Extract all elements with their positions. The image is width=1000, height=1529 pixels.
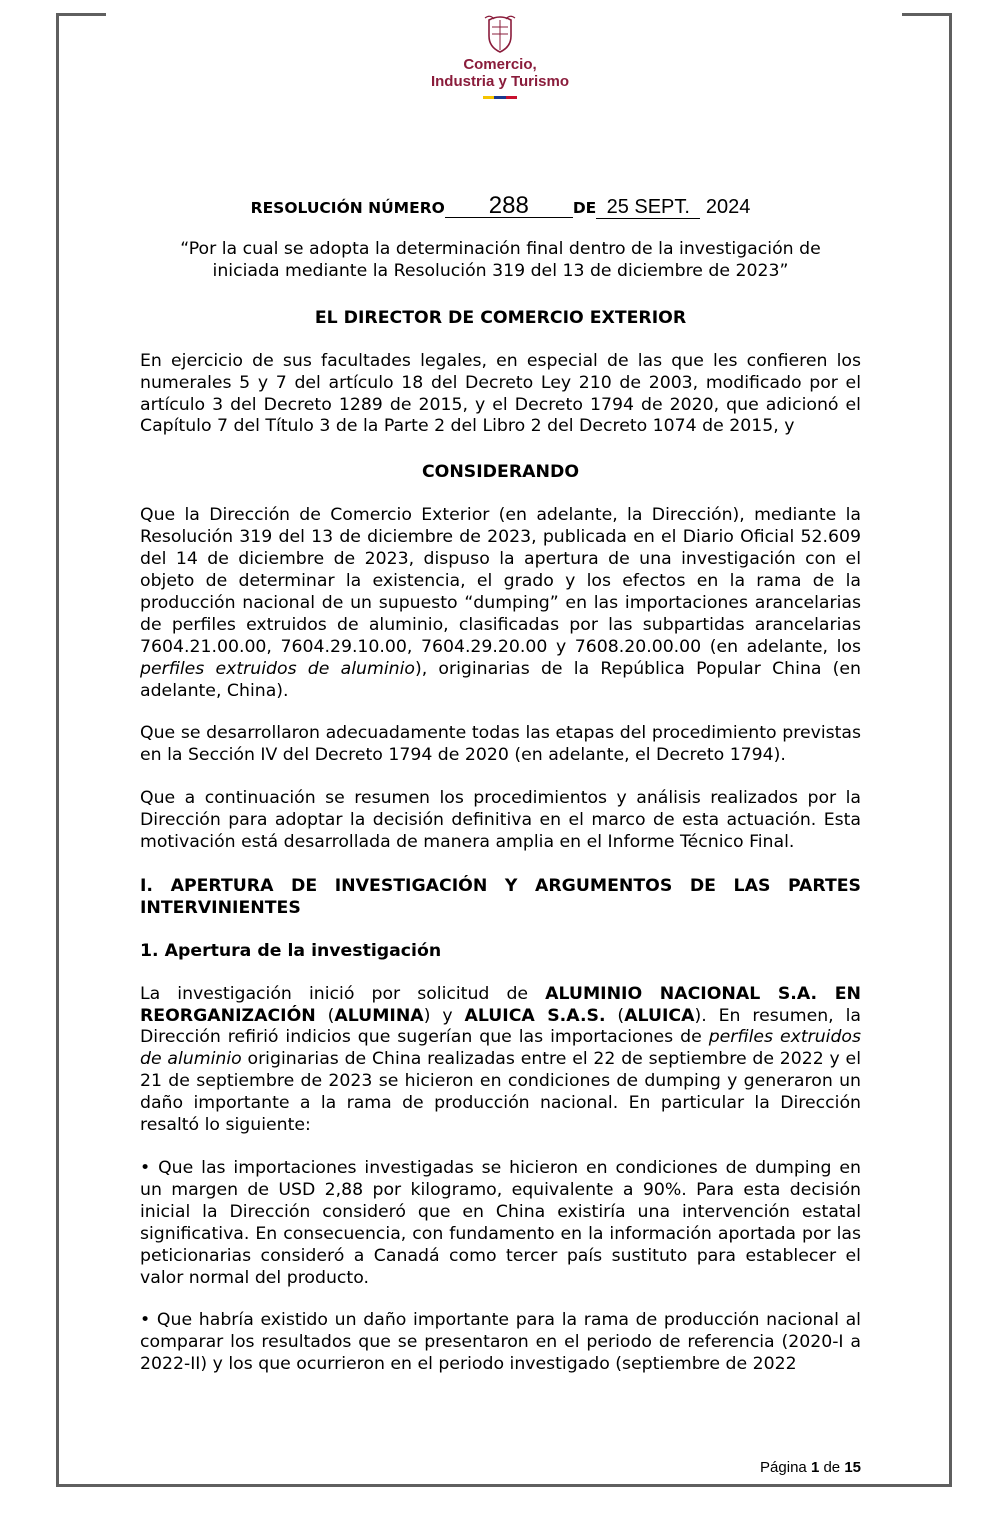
preamble-paragraph: En ejercicio de sus facultades legales, en especial de las que les confieren los numerales 5 y 7 del artículo 18 del Decreto Ley 210 de 2003, modificado por el artículo 3 del Decreto 1289 de 2015, y el Decreto 1794 de 2020, que adicionó el Capítulo 7 del Título 3 de la Parte 2 del Libro 2 del Decreto 1074 de 2015, y <box>140 350 861 437</box>
flag-red <box>506 96 517 99</box>
resolution-date: 25 SEPT. <box>596 196 700 219</box>
paragraph-resumen: Que a continuación se resumen los procedimientos y análisis realizados por la Dirección para adoptar la decisión definitiva en el marco de esta actuación. Esta motivación está desarrollada de manera amplia en el Informe Técnico Final. <box>140 788 861 853</box>
resolution-title <box>140 192 861 225</box>
coat-of-arms-icon <box>483 14 517 54</box>
ministry-logo <box>400 14 600 99</box>
director-heading: EL DIRECTOR DE COMERCIO EXTERIOR <box>314 307 687 328</box>
logo-line-1: Comercio, <box>463 56 537 73</box>
logo-line-2: Industria y Turismo <box>430 73 570 90</box>
paragraph-etapas: Que se desarrollaron adecuadamente todas las etapas del procedimiento previstas en la Sección IV del Decreto 1794 de 2020 (en adelante, el Decreto 1794). <box>140 723 861 766</box>
resolution-de: DE <box>572 199 597 217</box>
footer-page-label: Página <box>760 1459 807 1476</box>
frame-top-left-corner <box>56 13 106 16</box>
para4-text-f: ). En resumen, la Dirección refirió indicios que sugerían que las importaciones de <box>140 1005 861 1048</box>
resolution-number: 288 <box>445 195 573 218</box>
subtitle-line-1: “Por la cual se adopta la determinación final dentro de la investigación de <box>180 239 821 259</box>
para4-company-1: ALUMINIO NACIONAL S.A. EN REORGANIZACIÓN <box>140 983 861 1026</box>
resolution-title-prefix: RESOLUCIÓN NÚMERO <box>250 199 445 217</box>
para4-company-2-short: ALUICA <box>624 1005 695 1026</box>
para4-text-e: ( <box>605 1005 625 1026</box>
logo-text <box>400 56 600 90</box>
section-heading-1: I. APERTURA DE INVESTIGACIÓN Y ARGUMENTOS DE LAS PARTES INTERVINIENTES <box>140 875 861 918</box>
subtitle-line-2: iniciada mediante la Resolución 319 del 13 de diciembre de 2023” <box>212 260 789 281</box>
frame-top-right-corner <box>902 13 952 16</box>
page-footer <box>760 1459 861 1476</box>
footer-of-label: de <box>823 1459 841 1476</box>
para1-italic: perfiles extruidos de aluminio <box>140 658 415 679</box>
frame-bottom-border <box>56 1484 952 1487</box>
flag-blue <box>494 96 505 99</box>
considerando-heading: CONSIDERANDO <box>421 462 580 483</box>
para1-text-b: ), originarias de la República Popular China (en adelante, China). <box>140 658 862 701</box>
paragraph-solicitud <box>140 984 861 1137</box>
frame-right-border <box>949 13 952 1487</box>
resolution-subtitle <box>140 239 861 283</box>
para4-text-c: ( <box>315 1005 335 1026</box>
paragraph-apertura <box>140 505 861 702</box>
para4-company-1-short: ALUMINA <box>334 1005 424 1026</box>
frame-left-border <box>56 13 59 1487</box>
para4-company-2: ALUICA S.A.S. <box>464 1005 606 1026</box>
footer-total-pages: 15 <box>844 1459 861 1476</box>
para4-text-a: La investigación inició por solicitud de <box>140 983 546 1004</box>
colombia-flag-stripe <box>483 96 517 99</box>
subsection-heading-1: 1. Apertura de la investigación <box>140 940 442 961</box>
resolution-year: 2024 <box>705 196 751 218</box>
bullet-dumping: • Que las importaciones investigadas se hicieron en condiciones de dumping en un margen de USD 2,88 por kilogramo, equivalente a 90%. Para esta decisión inicial la Dirección consideró que en China existiría una intervención estatal significativa. En consecuencia, con fundamento en la información aportada por las peticionarias consideró a Canadá como tercer país sustituto para establecer el valor normal del producto. <box>140 1158 861 1288</box>
para4-text-g: originarias de China realizadas entre el 22 de septiembre de 2022 y el 21 de septiembre de 2023 se hicieron en condiciones de dumping y generaron un daño importante a la rama de producción nacional. En particular la Dirección resaltó lo siguiente: <box>140 1049 861 1136</box>
bullet-dano: • Que habría existido un daño importante para la rama de producción nacional al comparar los resultados que se presentaron en el periodo de referencia (2020-I a 2022-II) y los que ocurrieron en el periodo investigado (septiembre de 2022 <box>140 1310 861 1375</box>
footer-page-number: 1 <box>810 1459 820 1476</box>
para4-text-d: ) y <box>423 1005 465 1026</box>
para1-text-a: Que la Dirección de Comercio Exterior (en adelante, la Dirección), mediante la Resolución 319 del 13 de diciembre de 2023, publicada en el Diario Oficial 52.609 del 14 de diciembre de 2023, dispuso la apertura de una investigación con el objeto de determinar la existencia, el grado y los efectos en la rama de la producción nacional de un supuesto “dumping” en las importaciones arancelarias de perfiles extruidos de aluminio, clasificadas por las subpartidas arancelarias 7604.21.00.00, 7604.29.10.00, 7604.29.20.00 y 7608.20.00.00 (en adelante, los <box>140 505 861 657</box>
flag-yellow <box>483 96 494 99</box>
para4-italic: perfiles extruidos de aluminio <box>140 1027 861 1070</box>
document-body <box>140 192 862 1376</box>
